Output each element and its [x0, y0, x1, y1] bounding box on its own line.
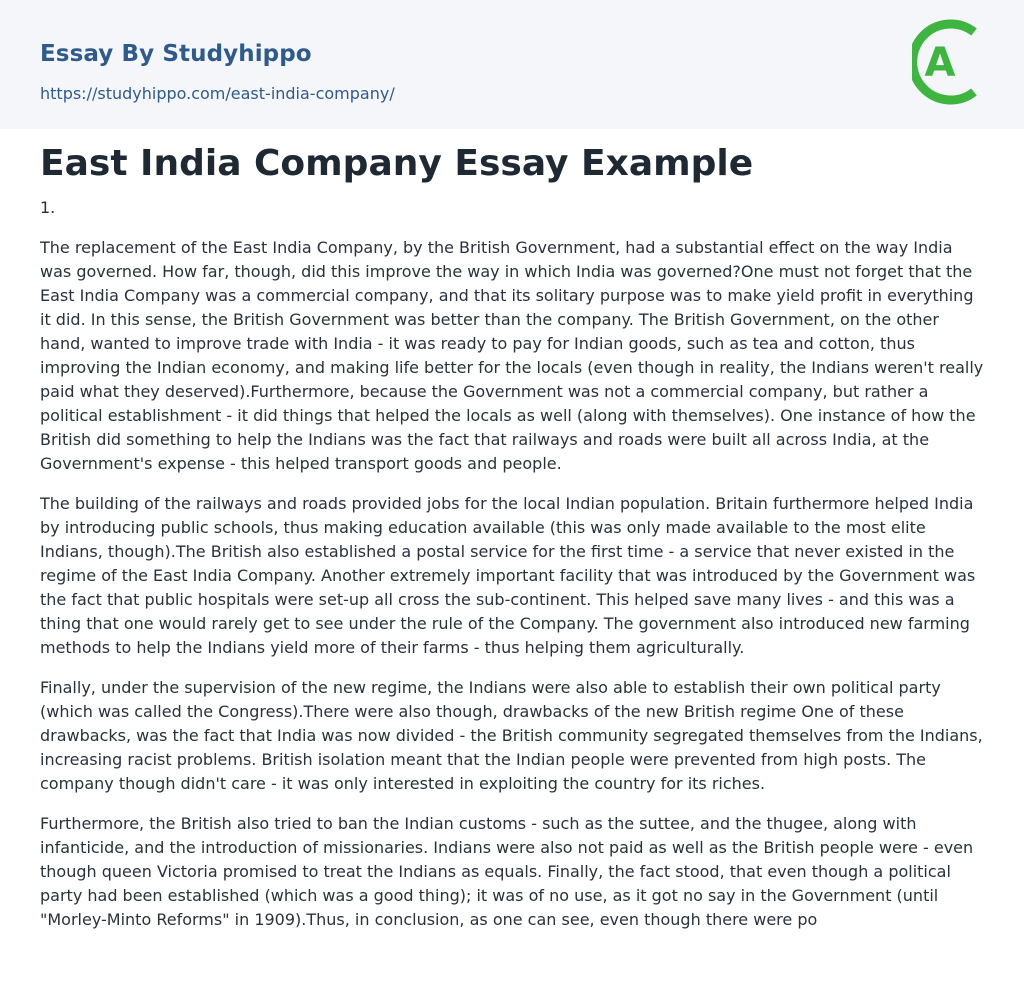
essay-paragraph-1: The replacement of the East India Company, by the British Government, had a substantial effect on the way India was governed. How far, though, did this improve the way in which India was governed?One must not forget that the East India Company was a commercial company, and that its solitary purpose was to make yield profit in everything it did. In this sense, the British Government was better than the company. The British Government, on the other hand, wanted to improve trade with India - it was ready to pay for Indian goods, such as tea and cotton, thus improving the Indian economy, and making life better for the locals (even though in reality, the Indians weren't really paid what they deserved).Furthermore, because the Government was not a commercial company, but rather a political establishment - it did things that helped the locals as well (along with themselves). One instance of how the British did something to help the Indians was the fact that railways and roads were built all across India, at the Government's expense - this helped transport goods and people.	[40, 238, 984, 473]
essay-paragraph-4: Furthermore, the British also tried to ban the Indian customs - such as the suttee, and the thugee, along with infanticide, and the introduction of missionaries. Indians were also not paid as well as the British people were - even though queen Victoria promised to treat the Indians as equals. Finally, the fact stood, that even though a political party had been established (which was a good thing); it was of no use, as it got no say in the Government (until "Morley-Minto Reforms" in 1909).Thus, in conclusion, as one can see, even though there were po	[40, 814, 974, 929]
essay-url-link[interactable]: https://studyhippo.com/east-india-company/	[40, 84, 395, 103]
site-header	[0, 0, 1024, 129]
site-brand[interactable]: Essay By Studyhippo	[40, 41, 312, 67]
logo-letter: A	[924, 40, 956, 86]
section-number: 1.	[40, 198, 56, 217]
essay-paragraph-2: The building of the railways and roads provided jobs for the local Indian population. Britain furthermore helped India by introducing public schools, thus making education available (this was only made available to the most elite Indians, though).The British also established a postal service for the first time - a service that never existed in the regime of the East India Company. Another extremely important facility that was introduced by the Government was the fact that public hospitals were set-up all cross the sub-continent. This helped save many lives - and this was a thing that one would rarely get to see under the rule of the Company. The government also introduced new farming methods to help the Indians yield more of their farms - thus helping them agriculturally.	[40, 494, 976, 657]
essay-paragraph-3: Finally, under the supervision of the new regime, the Indians were also able to establish their own political party (which was called the Congress).There were also though, drawbacks of the new British regime One of these drawbacks, was the fact that India was now divided - the British community segregated themselves from the Indians, increasing racist problems. British isolation meant that the Indian people were prevented from high posts. The company though didn't care - it was only interested in exploiting the country for its riches.	[40, 678, 983, 793]
essay-body	[40, 196, 986, 948]
studyhippo-logo-icon[interactable]	[912, 18, 988, 106]
page-title: East India Company Essay Example	[40, 143, 754, 184]
